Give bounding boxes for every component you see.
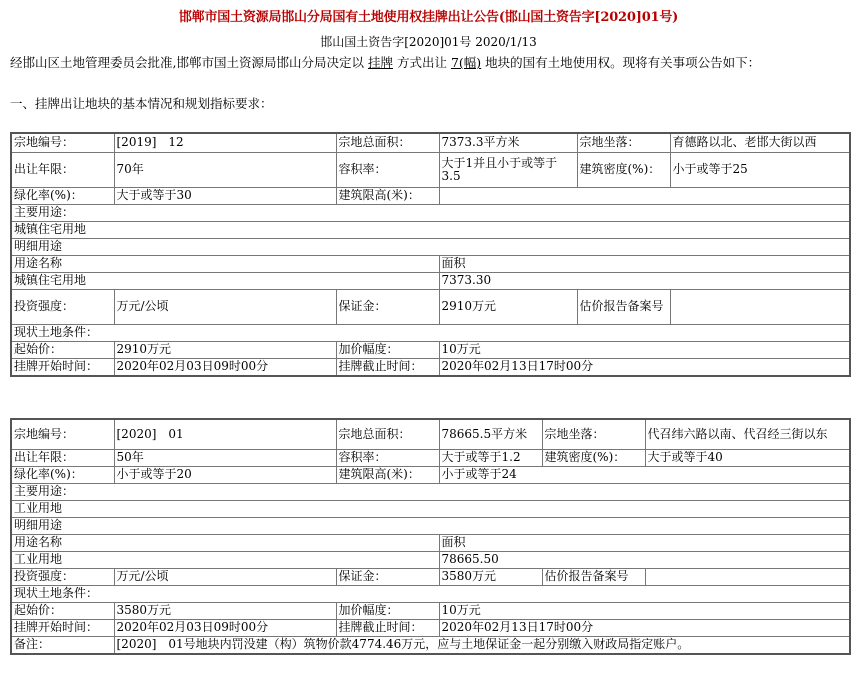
label-green: 绿化率(%)：	[11, 187, 114, 204]
label-appraisal: 估价报告备案号	[542, 568, 645, 585]
label-location: 宗地坐落：	[577, 133, 670, 152]
value-parcel-no: [2019] 12	[114, 133, 336, 152]
label-height: 建筑限高(米)：	[336, 466, 439, 483]
label-term: 出让年限：	[11, 152, 114, 187]
label-detail-use: 明细用途	[11, 238, 850, 255]
value-green: 小于或等于20	[114, 466, 336, 483]
value-appraisal	[645, 568, 850, 585]
label-end-time: 挂牌截止时间：	[336, 619, 439, 636]
value-term: 50年	[114, 449, 336, 466]
label-term: 出让年限：	[11, 449, 114, 466]
label-start-price: 起始价：	[11, 602, 114, 619]
label-density: 建筑密度(%)：	[577, 152, 670, 187]
label-use-name: 用途名称	[11, 534, 439, 551]
label-start-time: 挂牌开始时间：	[11, 619, 114, 636]
intro-method: 挂牌	[367, 55, 393, 70]
label-status: 现状土地条件：	[11, 324, 850, 341]
value-increment: 10万元	[439, 341, 850, 358]
value-increment: 10万元	[439, 602, 850, 619]
value-area: 7373.30	[439, 272, 850, 289]
intro-text-2: 方式出让	[396, 55, 447, 70]
value-use-name: 城镇住宅用地	[11, 272, 439, 289]
label-deposit: 保证金：	[336, 568, 439, 585]
intro-text-3: 地块的国有土地使用权。现将有关事项公告如下：	[485, 55, 761, 70]
section-heading: 一、挂牌出让地块的基本情况和规划指标要求：	[10, 96, 273, 111]
value-deposit: 2910万元	[439, 289, 577, 324]
value-invest: 万元/公顷	[114, 289, 336, 324]
intro-paragraph	[10, 53, 855, 71]
label-invest: 投资强度：	[11, 289, 114, 324]
value-height: 小于或等于24	[439, 466, 850, 483]
label-start-price: 起始价：	[11, 341, 114, 358]
label-invest: 投资强度：	[11, 568, 114, 585]
label-end-time: 挂牌截止时间：	[336, 358, 439, 376]
value-far: 大于1并且小于或等于3.5	[439, 152, 577, 187]
value-location: 代召纬六路以南、代召经三街以东	[645, 419, 850, 449]
label-deposit: 保证金：	[336, 289, 439, 324]
label-increment: 加价幅度：	[336, 602, 439, 619]
parcel-table-1	[10, 132, 851, 377]
value-remark: [2020] 01号地块内罚没建（构）筑物价款4774.46万元，应与土地保证金一起分别缴入财政局指定账户。	[114, 636, 850, 654]
value-appraisal	[670, 289, 850, 324]
label-total-area: 宗地总面积：	[336, 133, 439, 152]
label-status: 现状土地条件：	[11, 585, 850, 602]
label-parcel-no: 宗地编号：	[11, 133, 114, 152]
value-location: 育德路以北、老邯大街以西	[670, 133, 850, 152]
value-use-name: 工业用地	[11, 551, 439, 568]
value-height	[439, 187, 850, 204]
label-main-use: 主要用途：	[11, 204, 850, 221]
value-main-use: 工业用地	[11, 500, 850, 517]
announcement-number: 邯山国土资告字[2020]01号 2020/1/13	[320, 35, 537, 49]
value-invest: 万元/公顷	[114, 568, 336, 585]
value-total-area: 78665.5平方米	[439, 419, 542, 449]
value-main-use: 城镇住宅用地	[11, 221, 850, 238]
label-main-use: 主要用途：	[11, 483, 850, 500]
label-use-name: 用途名称	[11, 255, 439, 272]
value-density: 大于或等于40	[645, 449, 850, 466]
value-start-price: 2910万元	[114, 341, 336, 358]
value-start-price: 3580万元	[114, 602, 336, 619]
label-total-area: 宗地总面积：	[336, 419, 439, 449]
value-parcel-no: [2020] 01	[114, 419, 336, 449]
label-green: 绿化率(%)：	[11, 466, 114, 483]
label-increment: 加价幅度：	[336, 341, 439, 358]
intro-text-1: 经邯山区土地管理委员会批准,邯郸市国土资源局邯山分局决定以	[10, 55, 364, 70]
label-height: 建筑限高(米)：	[336, 187, 439, 204]
value-end-time: 2020年02月13日17时00分	[439, 358, 850, 376]
intro-count: 7(幅)	[450, 55, 482, 70]
page-title: 邯郸市国土资源局邯山分局国有土地使用权挂牌出让公告(邯山国土资告字[2020]01号)	[178, 10, 679, 25]
label-parcel-no: 宗地编号：	[11, 419, 114, 449]
label-detail-use: 明细用途	[11, 517, 850, 534]
label-remark: 备注：	[11, 636, 114, 654]
label-area: 面积	[439, 255, 850, 272]
label-far: 容积率：	[336, 152, 439, 187]
value-end-time: 2020年02月13日17时00分	[439, 619, 850, 636]
value-area: 78665.50	[439, 551, 850, 568]
value-far: 大于或等于1.2	[439, 449, 542, 466]
label-appraisal: 估价报告备案号	[577, 289, 670, 324]
label-area: 面积	[439, 534, 850, 551]
value-density: 小于或等于25	[670, 152, 850, 187]
label-location: 宗地坐落：	[542, 419, 645, 449]
value-start-time: 2020年02月03日09时00分	[114, 619, 336, 636]
value-term: 70年	[114, 152, 336, 187]
parcel-table-2	[10, 418, 851, 655]
label-start-time: 挂牌开始时间：	[11, 358, 114, 376]
value-deposit: 3580万元	[439, 568, 542, 585]
label-far: 容积率：	[336, 449, 439, 466]
label-density: 建筑密度(%)：	[542, 449, 645, 466]
value-green: 大于或等于30	[114, 187, 336, 204]
value-start-time: 2020年02月03日09时00分	[114, 358, 336, 376]
value-total-area: 7373.3平方米	[439, 133, 577, 152]
